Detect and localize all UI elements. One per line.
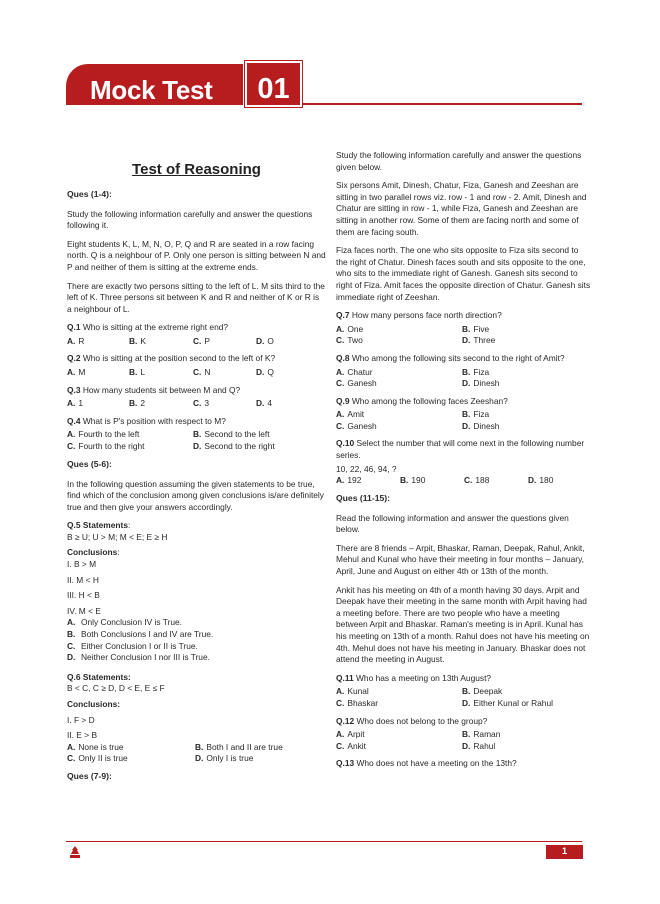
- intro-7-9: Study the following information carefully and answer the questions given below.: [336, 150, 582, 172]
- conclusion: I. F > D: [67, 714, 95, 725]
- conclusion: II. E > B: [67, 730, 98, 741]
- question-number: Q.9: [336, 395, 350, 406]
- conclusion: I. B > M: [67, 559, 97, 570]
- ques-head-1-4: Ques (1-4):: [67, 188, 112, 199]
- option[interactable]: C. N: [193, 367, 211, 378]
- left-column: [67, 150, 326, 791]
- option[interactable]: C. Ganesh: [336, 378, 377, 389]
- option[interactable]: D. Either Kunal or Rahul: [462, 698, 553, 709]
- number-series: 10, 22, 46, 94, ?: [336, 463, 397, 474]
- question-number: Q.12: [336, 715, 355, 726]
- option[interactable]: D. O: [256, 335, 274, 346]
- question-11: [336, 673, 592, 685]
- option[interactable]: C. Two: [336, 335, 363, 346]
- question-number: Q.10: [336, 438, 355, 449]
- question-2: [67, 353, 326, 365]
- option[interactable]: D. 180: [528, 475, 554, 486]
- para-1-4-a: Eight students K, L, M, N, O, P, Q and R are seated in a row facing north. Q is a neighbour of P. Only one person is sitting between N and P and neither of them is sitting at the extreme ends.: [67, 238, 326, 272]
- page-number: 1: [546, 845, 583, 859]
- question-text: Who does not belong to the group?: [354, 715, 488, 726]
- option[interactable]: C. P: [193, 335, 210, 346]
- banner-title: Mock Test: [90, 75, 213, 105]
- q6-conclusions-label: Conclusions:: [67, 699, 121, 709]
- option[interactable]: D. Only I is true: [195, 753, 254, 764]
- question-text: Who among the following sits second to the right of Amit?: [349, 352, 565, 363]
- conclusion: II. M < H: [67, 574, 99, 585]
- option[interactable]: A. None is true: [67, 741, 124, 752]
- options-q4: [67, 429, 326, 452]
- option[interactable]: B. Raman: [462, 729, 501, 740]
- question-3: [67, 385, 326, 397]
- banner-number: 01: [257, 73, 290, 105]
- option[interactable]: D. Rahul: [462, 740, 496, 751]
- question-4: [67, 416, 326, 428]
- option[interactable]: B. 190: [400, 475, 426, 486]
- banner-number-box: [245, 61, 302, 107]
- question-text: Who has a meeting on 13th August?: [353, 672, 492, 683]
- conclusion: IV. M < E: [67, 605, 101, 616]
- option[interactable]: A. Fourth to the left: [67, 429, 140, 440]
- para-1-4-b: There are exactly two persons sitting to the left of L. M sits third to the left of K. Three persons sit between K and R and neither of K or R is a neighbour of L.: [67, 280, 325, 314]
- option[interactable]: A. Kunal: [336, 686, 369, 697]
- option[interactable]: A. Amit: [336, 409, 365, 420]
- question-text: Who is sitting at the position second to the left of K?: [80, 353, 276, 364]
- option[interactable]: B. Both I and II are true: [195, 741, 283, 752]
- footer-rule: [66, 841, 582, 842]
- option[interactable]: B. L: [129, 367, 146, 378]
- ques-head-7-9: Ques (7-9):: [67, 770, 112, 781]
- option[interactable]: C. Fourth to the right: [67, 441, 145, 452]
- option[interactable]: A. M: [67, 367, 86, 378]
- option[interactable]: B. Deepak: [462, 686, 503, 697]
- banner-rule: [302, 103, 582, 105]
- intro-1-4: Study the following information carefully and answer the questions following it.: [67, 208, 313, 231]
- question-number: Q.2: [67, 353, 81, 364]
- conclusion: III. H < B: [67, 590, 100, 601]
- option[interactable]: D. Dinesh: [462, 420, 500, 431]
- q5-label: Q.5 Statements:: [67, 520, 131, 531]
- options-q12: [336, 729, 592, 752]
- options-q1: [67, 336, 326, 348]
- question-number: Q.3: [67, 384, 81, 395]
- options-q3: [67, 398, 326, 410]
- ques-head-5-6: Ques (5-6):: [67, 458, 112, 469]
- option[interactable]: D. 4: [256, 398, 273, 409]
- q5-conclusions-label: Conclusions:: [67, 547, 120, 558]
- question-text: What is P's position with respect to M?: [80, 415, 226, 426]
- question-text: Select the number that will come next in the following number series.: [336, 438, 585, 461]
- option[interactable]: D. Neither Conclusion I nor III is True.: [67, 652, 210, 663]
- option[interactable]: C. Either Conclusion I or II is True.: [67, 640, 198, 651]
- option[interactable]: A. Only Conclusion IV is True.: [67, 617, 183, 628]
- question-text: How many persons face north direction?: [349, 310, 502, 321]
- intro-5-6: In the following question assuming the given statements to be true, find which of the conclusion among given conclusions is/are definitely true and then give your answers accordingly.: [67, 478, 324, 512]
- options-q9: [336, 409, 592, 432]
- options-q11: [336, 686, 592, 709]
- option[interactable]: B. Second to the left: [193, 429, 270, 440]
- q6-label: Q.6 Statements:: [67, 671, 131, 682]
- option[interactable]: B. K: [129, 335, 146, 346]
- option[interactable]: C. 3: [193, 398, 210, 409]
- para-11-15-b: Ankit has his meeting on 4th of a month having 30 days. Arpit and Deepak have their meeting in the same month with Arpit having had a meeting before. There are two people who have a meeting between Arpit and Bhaskar. Raman's meeting is in April. Kunal has his meeting on 13th of a month. Rahul does not have his meeting on 4th. Mehul does not have his meeting in January. Bhaskar does not attend the meeting in August.: [336, 584, 590, 665]
- para-7-9-b: Fiza faces north. The one who sits opposite to Fiza sits second to the right of Chatur. Dinesh faces south and sits opposite to the one, who sits to the immediate right of Ganesh. Ganesh sits second to right of Fiza. Amit faces the opposite direction of Chatur. Ganesh sits immediate right of Zeeshan.: [336, 245, 591, 302]
- banner-title-block: [66, 64, 243, 105]
- options-q2: [67, 367, 326, 379]
- option[interactable]: C. Only II is true: [67, 753, 128, 764]
- option[interactable]: C. Bhaskar: [336, 698, 379, 709]
- question-text: Who does not have a meeting on the 13th?: [354, 758, 517, 769]
- question-1: [67, 322, 326, 334]
- question-number: Q.4: [67, 415, 81, 426]
- option[interactable]: B. Both Conclusions I and IV are True.: [67, 629, 214, 640]
- option[interactable]: A. Chatur: [336, 366, 373, 377]
- options-q10: [336, 475, 592, 487]
- option[interactable]: D. Dinesh: [462, 378, 500, 389]
- option[interactable]: B. Fiza: [462, 409, 490, 420]
- q5-statement: B ≥ U; U > M; M < E; E ≥ H: [67, 531, 168, 542]
- section-title: Test of Reasoning: [132, 161, 261, 178]
- para-7-9-a: Six persons Amit, Dinesh, Chatur, Fiza, Ganesh and Zeeshan are sitting in two parallel rows viz. row - 1 and row - 2. Amit, Dinesh and Chatur are sitting in row - 1, while Fiza, Ganesh and Zeeshan are sitting in another row. Some of them are facing north and some of them are facing south.: [336, 180, 587, 237]
- right-column: [336, 150, 592, 772]
- intro-11-15: Read the following information and answer the questions given below.: [336, 512, 569, 535]
- question-number: Q.8: [336, 352, 350, 363]
- ques-head-11-15: Ques (11-15):: [336, 492, 390, 503]
- question-number: Q.1: [67, 322, 81, 333]
- option[interactable]: A. R: [67, 335, 85, 346]
- question-7: [336, 310, 592, 322]
- option[interactable]: D. Second to the right: [193, 441, 275, 452]
- options-q8: [336, 367, 592, 390]
- question-10: [336, 438, 592, 461]
- question-text: Who among the following faces Zeeshan?: [349, 395, 508, 406]
- question-12: [336, 716, 592, 728]
- header-banner: [66, 61, 582, 107]
- option[interactable]: C. 188: [464, 475, 490, 486]
- option[interactable]: A. One: [336, 323, 364, 334]
- question-9: [336, 396, 592, 408]
- question-number: Q.11: [336, 672, 354, 683]
- option[interactable]: B. 2: [129, 398, 146, 409]
- publisher-logo-icon: [68, 845, 82, 859]
- option[interactable]: A. 1: [67, 398, 84, 409]
- q6-statement: B < C, C ≥ D, D < E, E ≤ F: [67, 683, 165, 694]
- option[interactable]: B. Fiza: [462, 366, 490, 377]
- option[interactable]: C. Ankit: [336, 740, 366, 751]
- option[interactable]: D. Q: [256, 367, 274, 378]
- option[interactable]: A. Arpit: [336, 729, 365, 740]
- option[interactable]: C. Ganesh: [336, 420, 377, 431]
- option[interactable]: A. 192: [336, 475, 362, 486]
- option[interactable]: D. Three: [462, 335, 496, 346]
- question-text: Who is sitting at the extreme right end?: [80, 322, 229, 333]
- option[interactable]: B. Five: [462, 323, 490, 334]
- question-number: Q.13: [336, 758, 355, 769]
- question-13: [336, 758, 592, 770]
- question-text: How many students sit between M and Q?: [80, 384, 241, 395]
- options-q6: [67, 742, 326, 765]
- question-number: Q.7: [336, 310, 350, 321]
- question-8: [336, 353, 592, 365]
- para-11-15-a: There are 8 friends – Arpit, Bhaskar, Raman, Deepak, Rahul, Ankit, Mehul and Kunal who have their meeting in four months – January, April, June and August on either 4th or 13th of the month.: [336, 542, 585, 577]
- options-q7: [336, 324, 592, 347]
